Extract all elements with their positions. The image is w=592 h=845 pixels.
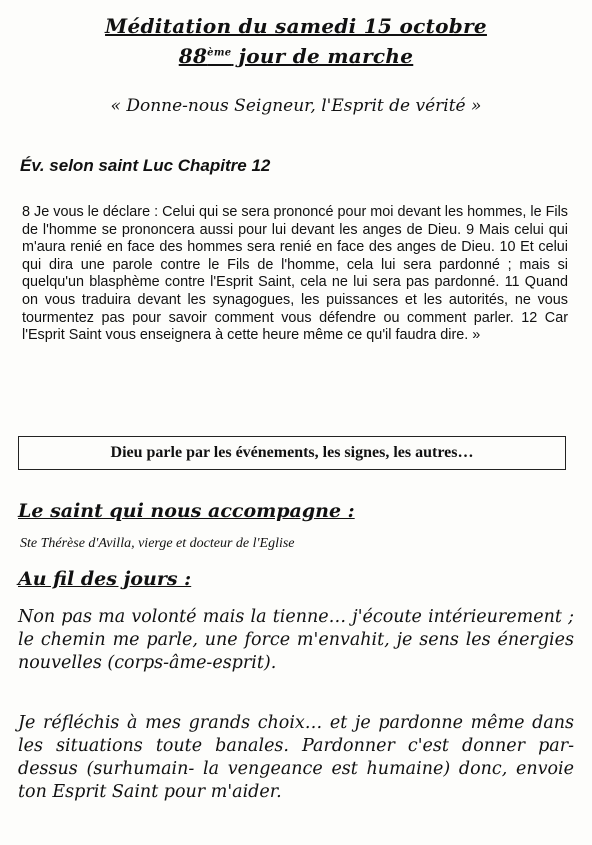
highlight-box (18, 436, 566, 470)
day-label: jour de marche (231, 44, 414, 68)
meditation-title: Méditation du samedi 15 octobre (105, 14, 487, 38)
gospel-text: 8 Je vous le déclare : Celui qui se sera prononcé pour moi devant les hommes, le Fils de l'homme se prononcera aussi pour lui devant les anges de Dieu. 9 Mais celui qui m'aura renié en face des hommes sera renié en face des anges de Dieu. 10 Et celui qui dira une parole contre le Fils de l'homme, cela lui sera pardonné ; mais si quelqu'un blasphème contre l'Esprit Saint, cela ne lui sera pas pardonné. 11 Quand on vous traduira devant les synagogues, les puissances et les autorités, ne vous tourmentez pas pour savoir comment vous défendre ou comment parler. 12 Car l'Esprit Saint vous enseignera à cette heure même ce qu'il faudra dire. » (22, 204, 568, 344)
fil-des-jours-heading: Au fil des jours : (18, 568, 192, 590)
saint-heading: Le saint qui nous accompagne : (18, 500, 355, 522)
highlight-box-text: Dieu parle par les événements, les signes, les autres… (110, 444, 474, 461)
saint-name: Ste Thérèse d'Avilla, vierge et docteur de l'Eglise (20, 536, 295, 551)
gospel-heading: Év. selon saint Luc Chapitre 12 (20, 156, 271, 175)
day-of-walk-title (0, 44, 592, 68)
day-number: 88 (178, 44, 208, 68)
day-number-suffix: ème (207, 47, 232, 59)
fil-paragraph-2: Je réfléchis à mes grands choix… et je pardonne même dans les situations toute banales. Pardonner c'est donner par-dessus (surhumain- la vengeance est humaine) donc, envoie ton Esprit Saint pour m'aider. (18, 713, 574, 802)
fil-paragraph-1: Non pas ma volonté mais la tienne… j'écoute intérieurement ; le chemin me parle, une force m'envahit, je sens les énergies nouvelles (corps-âme-esprit). (18, 607, 574, 673)
prayer-quote: « Donne-nous Seigneur, l'Esprit de vérité » (110, 96, 482, 116)
